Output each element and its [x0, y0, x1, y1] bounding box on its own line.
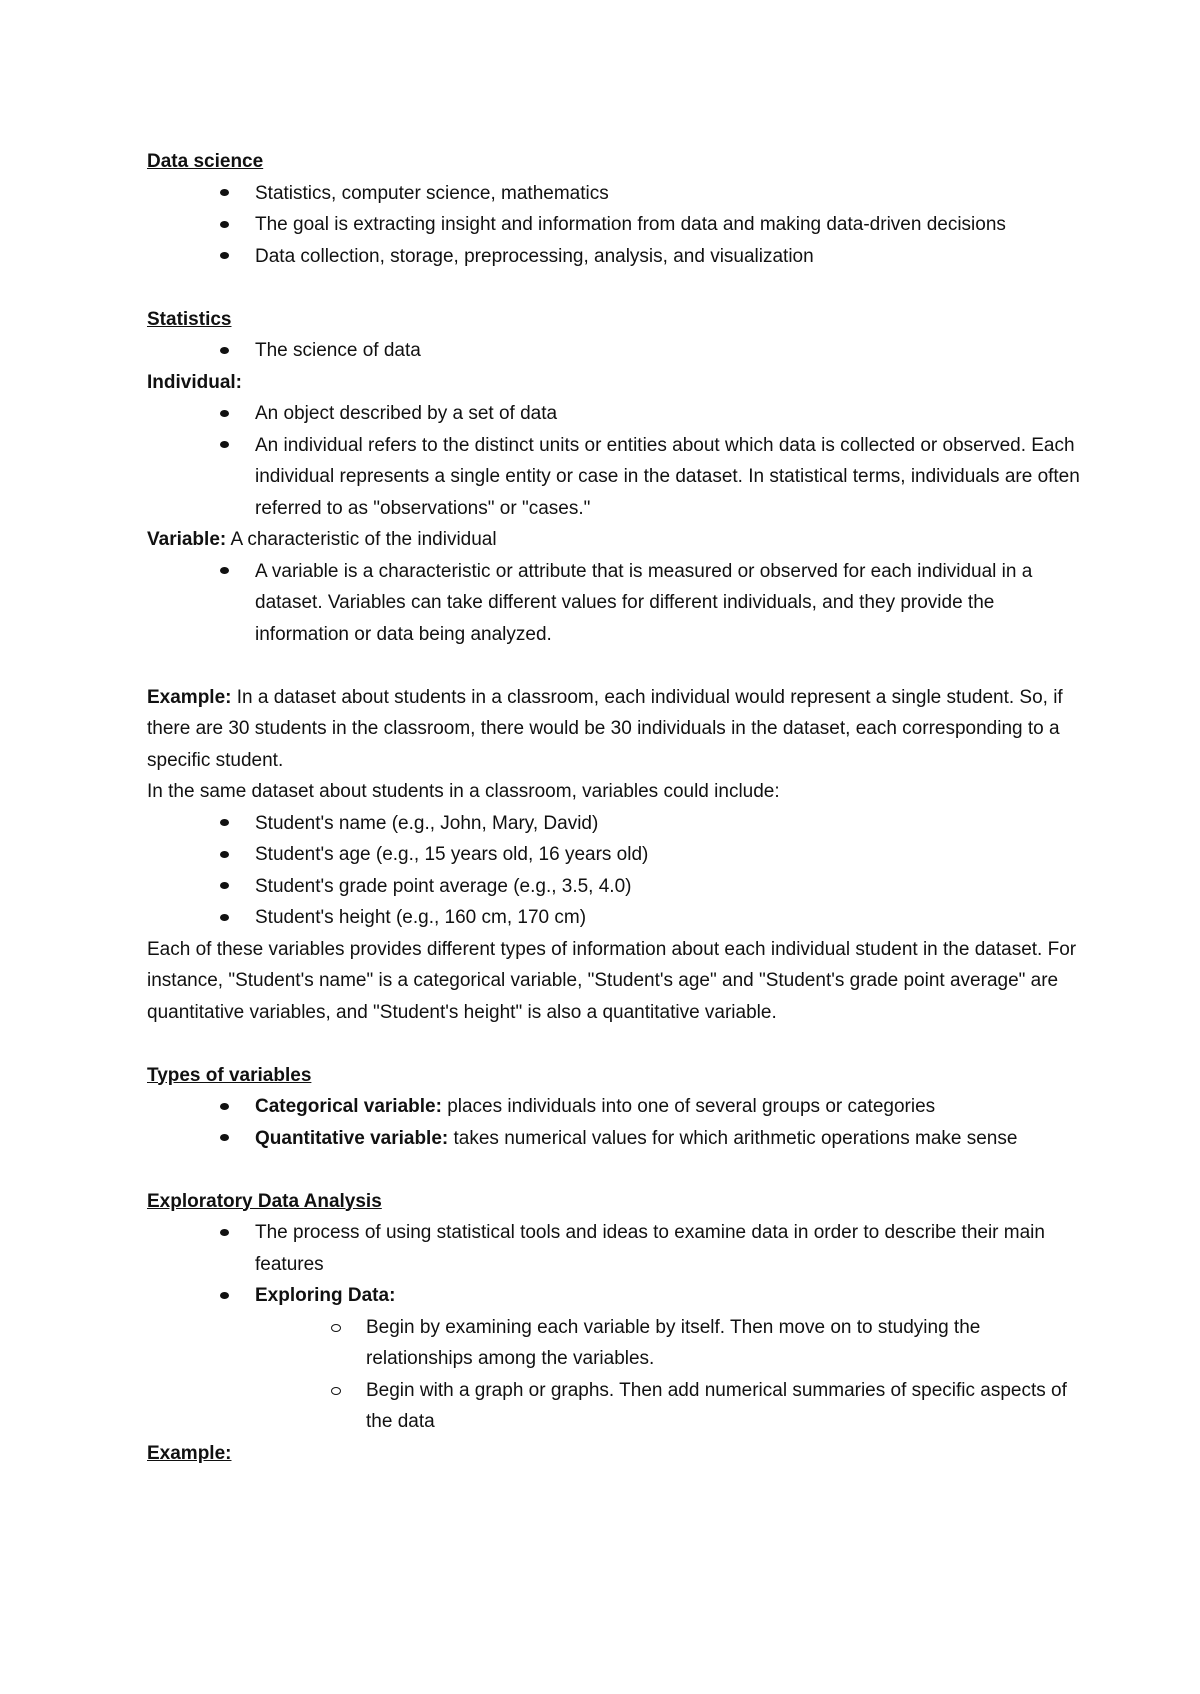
list-item: Student's grade point average (e.g., 3.5, 4.0)	[255, 871, 1082, 903]
example-paragraph	[147, 682, 1082, 777]
types-list	[147, 1091, 1082, 1154]
spacer	[147, 1154, 1082, 1186]
heading-data-science: Data science	[147, 151, 264, 172]
list-item: An object described by a set of data	[255, 398, 1082, 430]
list-item	[255, 1280, 1082, 1438]
exploring-data-sublist	[147, 1312, 1082, 1438]
list-item: Student's age (e.g., 15 years old, 16 years old)	[255, 839, 1082, 871]
heading-types-of-variables: Types of variables	[147, 1064, 312, 1086]
eda-list	[147, 1217, 1082, 1438]
categorical-text: places individuals into one of several groups or categories	[441, 1096, 936, 1117]
list-item: Data collection, storage, preprocessing, analysis, and visualization	[255, 241, 1082, 273]
example-label: Example:	[147, 686, 232, 708]
example-summary: Each of these variables provides different types of information about each individual student in the dataset. For instance, "Student's name" is a categorical variable, "Student's age" and "Student's grade point average" are quantitative variables, and "Student's height" is also a quantitative variable.	[147, 938, 1077, 1023]
individual-label: Individual:	[147, 371, 242, 393]
document-content	[147, 146, 1082, 1469]
list-item: An individual refers to the distinct units or entities about which data is collected or observed. Each individual represents a single entity or case in the dataset. In statistical terms, individuals are often referred to as "observations" or "cases."	[255, 430, 1082, 525]
spacer	[147, 272, 1082, 304]
individual-list	[147, 398, 1082, 524]
list-item: The science of data	[255, 335, 1082, 367]
list-item: Student's height (e.g., 160 cm, 170 cm)	[255, 902, 1082, 934]
quantitative-text: takes numerical values for which arithmetic operations make sense	[448, 1127, 1018, 1149]
variable-text: A characteristic of the individual	[226, 529, 497, 550]
list-item: The process of using statistical tools and ideas to examine data in order to describe their main features	[255, 1217, 1082, 1280]
heading-statistics: Statistics	[147, 308, 232, 330]
heading-example: Example:	[147, 1442, 232, 1464]
statistics-list	[147, 335, 1082, 367]
list-item	[255, 1091, 1082, 1123]
exploring-data-label: Exploring Data:	[255, 1285, 396, 1306]
heading-eda: Exploratory Data Analysis	[147, 1190, 382, 1212]
variable-label: Variable:	[147, 529, 227, 550]
spacer	[147, 650, 1082, 682]
quantitative-label: Quantitative variable:	[255, 1127, 449, 1149]
variable-list	[147, 556, 1082, 651]
spacer	[147, 1028, 1082, 1060]
variable-definition	[147, 524, 1082, 556]
sub-list-item: Begin by examining each variable by itself. Then move on to studying the relationships among the variables.	[366, 1312, 1082, 1375]
example-variables-list	[147, 808, 1082, 934]
example-text: In a dataset about students in a classroom, each individual would represent a single student. So, if there are 30 students in the classroom, there would be 30 individuals in the dataset, each corresponding to a specific student.	[147, 686, 1063, 771]
data-science-list	[147, 178, 1082, 273]
list-item: Student's name (e.g., John, Mary, David)	[255, 808, 1082, 840]
list-item: Statistics, computer science, mathematics	[255, 178, 1082, 210]
sub-list-item: Begin with a graph or graphs. Then add numerical summaries of specific aspects of the data	[366, 1375, 1082, 1438]
list-item: The goal is extracting insight and information from data and making data-driven decisions	[255, 209, 1082, 241]
list-item: A variable is a characteristic or attribute that is measured or observed for each individual in a dataset. Variables can take different values for different individuals, and they provide the information or data being analyzed.	[255, 556, 1082, 651]
list-item	[255, 1123, 1082, 1155]
categorical-label: Categorical variable:	[255, 1096, 442, 1117]
example-intro: In the same dataset about students in a classroom, variables could include:	[147, 781, 780, 802]
